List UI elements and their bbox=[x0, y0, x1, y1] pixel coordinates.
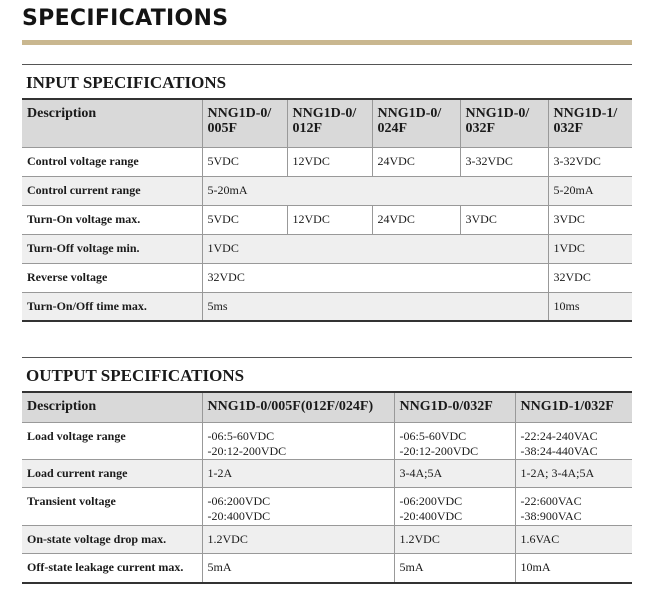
input-section-rule bbox=[22, 64, 632, 65]
table-row bbox=[22, 487, 632, 525]
input-header-024f: NNG1D-0/ 024F bbox=[372, 99, 460, 147]
table-cell: 1.6VAC bbox=[515, 525, 632, 553]
table-cell: 3-32VDC bbox=[460, 147, 548, 176]
table-cell: 5-20mA bbox=[548, 176, 632, 205]
table-row bbox=[22, 292, 632, 321]
table-row bbox=[22, 263, 632, 292]
row-label: Transient voltage bbox=[22, 487, 202, 525]
table-cell: 1VDC bbox=[202, 234, 548, 263]
table-cell: 1-2A; 3-4A;5A bbox=[515, 459, 632, 487]
row-label: Reverse voltage bbox=[22, 263, 202, 292]
table-cell: 12VDC bbox=[287, 147, 372, 176]
table-row bbox=[22, 459, 632, 487]
table-cell: -06:5-60VDC -20:12-200VDC bbox=[394, 422, 515, 459]
table-cell: 24VDC bbox=[372, 147, 460, 176]
table-cell: 32VDC bbox=[202, 263, 548, 292]
table-row bbox=[22, 553, 632, 583]
table-cell: -06:200VDC -20:400VDC bbox=[202, 487, 394, 525]
table-cell: 12VDC bbox=[287, 205, 372, 234]
table-row bbox=[22, 147, 632, 176]
table-cell: -22:600VAC -38:900VAC bbox=[515, 487, 632, 525]
table-cell: 5-20mA bbox=[202, 176, 548, 205]
table-row bbox=[22, 176, 632, 205]
output-header-032f: NNG1D-0/032F bbox=[394, 392, 515, 422]
row-label: Control voltage range bbox=[22, 147, 202, 176]
table-cell: 5mA bbox=[394, 553, 515, 583]
row-label: Load voltage range bbox=[22, 422, 202, 459]
input-header-description: Description bbox=[22, 99, 202, 147]
table-cell: 10mA bbox=[515, 553, 632, 583]
table-cell: -06:200VDC -20:400VDC bbox=[394, 487, 515, 525]
table-cell: -22:24-240VAC -38:24-440VAC bbox=[515, 422, 632, 459]
output-header-description: Description bbox=[22, 392, 202, 422]
row-label: Control current range bbox=[22, 176, 202, 205]
row-label: Turn-Off voltage min. bbox=[22, 234, 202, 263]
output-section-rule bbox=[22, 357, 632, 358]
table-row bbox=[22, 422, 632, 459]
table-cell: -06:5-60VDC -20:12-200VDC bbox=[202, 422, 394, 459]
table-cell: 1.2VDC bbox=[202, 525, 394, 553]
output-spec-table bbox=[22, 391, 632, 584]
input-header-032f: NNG1D-0/ 032F bbox=[460, 99, 548, 147]
table-cell: 3VDC bbox=[460, 205, 548, 234]
table-cell: 5VDC bbox=[202, 205, 287, 234]
table-cell: 1-2A bbox=[202, 459, 394, 487]
output-header-005f: NNG1D-0/005F(012F/024F) bbox=[202, 392, 394, 422]
table-cell: 32VDC bbox=[548, 263, 632, 292]
input-header-1-032f: NNG1D-1/ 032F bbox=[548, 99, 632, 147]
title-underline bbox=[22, 40, 632, 45]
table-cell: 1.2VDC bbox=[394, 525, 515, 553]
table-row bbox=[22, 525, 632, 553]
table-cell: 3-32VDC bbox=[548, 147, 632, 176]
page-title: SPECIFICATIONS bbox=[22, 6, 229, 31]
table-cell: 5ms bbox=[202, 292, 548, 321]
row-label: Load current range bbox=[22, 459, 202, 487]
output-section-title: OUTPUT SPECIFICATIONS bbox=[26, 366, 245, 385]
table-cell: 5mA bbox=[202, 553, 394, 583]
table-cell: 3-4A;5A bbox=[394, 459, 515, 487]
table-cell: 10ms bbox=[548, 292, 632, 321]
table-row bbox=[22, 205, 632, 234]
output-header-1-032f: NNG1D-1/032F bbox=[515, 392, 632, 422]
table-row bbox=[22, 234, 632, 263]
row-label: Turn-On/Off time max. bbox=[22, 292, 202, 321]
table-cell: 3VDC bbox=[548, 205, 632, 234]
table-cell: 5VDC bbox=[202, 147, 287, 176]
row-label: Turn-On voltage max. bbox=[22, 205, 202, 234]
input-section-title: INPUT SPECIFICATIONS bbox=[26, 73, 227, 92]
table-cell: 24VDC bbox=[372, 205, 460, 234]
input-header-005f: NNG1D-0/ 005F bbox=[202, 99, 287, 147]
row-label: On-state voltage drop max. bbox=[22, 525, 202, 553]
input-spec-table bbox=[22, 98, 632, 322]
table-cell: 1VDC bbox=[548, 234, 632, 263]
input-header-012f: NNG1D-0/ 012F bbox=[287, 99, 372, 147]
row-label: Off-state leakage current max. bbox=[22, 553, 202, 583]
